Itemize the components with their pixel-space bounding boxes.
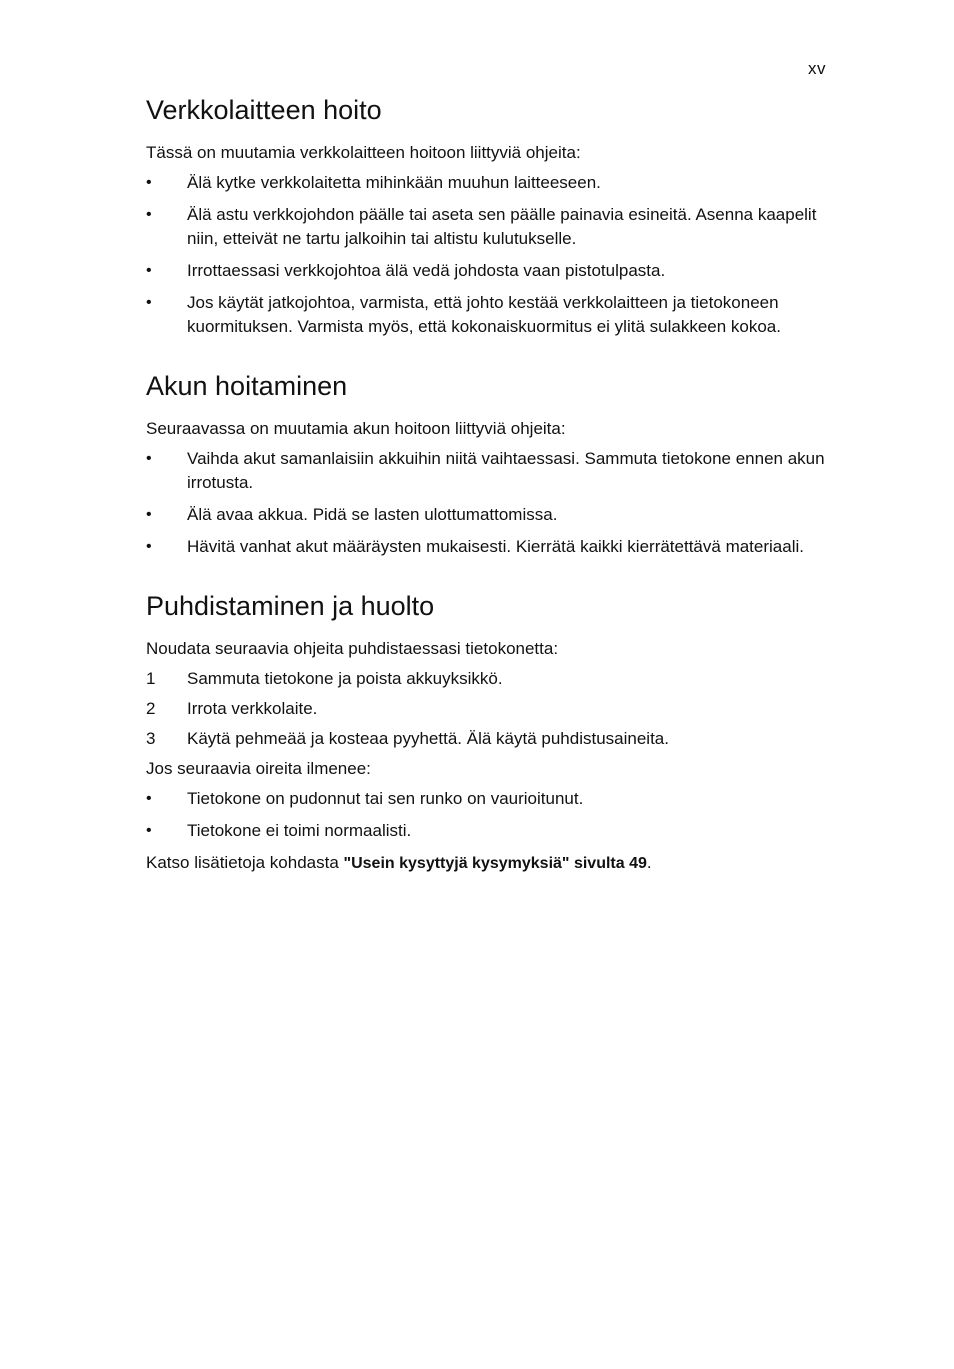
list-item — [146, 819, 836, 843]
section-intro: Noudata seuraavia ohjeita puhdistaessasi tietokonetta: — [146, 639, 559, 658]
list-item — [146, 787, 836, 811]
list-item-text: Käytä pehmeää ja kosteaa pyyhettä. Älä käytä puhdistusaineita. — [187, 729, 669, 748]
section-heading: Akun hoitaminen — [146, 371, 348, 401]
list-item-text: Tietokone on pudonnut tai sen runko on vaurioitunut. — [187, 789, 584, 808]
section-cleaning-and-service — [146, 588, 836, 876]
bullet-icon: • — [146, 538, 152, 555]
list-item — [146, 203, 836, 251]
section-intro: Tässä on muutamia verkkolaitteen hoitoon liittyviä ohjeita: — [146, 143, 581, 162]
list-item — [146, 727, 836, 751]
list-item — [146, 259, 836, 283]
list-item-text: Sammuta tietokone ja poista akkuyksikkö. — [187, 669, 503, 688]
bullet-icon: • — [146, 294, 152, 311]
symptoms-intro: Jos seuraavia oireita ilmenee: — [146, 759, 371, 778]
list-item-text: Irrottaessasi verkkojohtoa älä vedä johdosta vaan pistotulpasta. — [187, 261, 666, 280]
list-item-text: Irrota verkkolaite. — [187, 699, 318, 718]
list-item-text: Jos käytät jatkojohtoa, varmista, että johto kestää verkkolaitteen ja tietokoneen kuormituksen. Varmista myös, että kokonaiskuormitus ei ylitä sulakkeen kokoa. — [187, 293, 781, 336]
faq-cross-reference-link[interactable]: "Usein kysyttyjä kysymyksiä" sivulta 49 — [343, 855, 647, 872]
bullet-icon: • — [146, 450, 152, 467]
document-body — [146, 92, 836, 876]
bullet-icon: • — [146, 790, 152, 807]
step-number: 2 — [146, 699, 156, 718]
reference-prefix: Katso lisätietoja kohdasta — [146, 853, 344, 872]
bullet-icon: • — [146, 174, 152, 191]
bullet-icon: • — [146, 206, 152, 223]
reference-suffix: . — [646, 853, 652, 872]
list-item — [146, 697, 836, 721]
bullet-list — [146, 787, 836, 843]
list-item-text: Tietokone ei toimi normaalisti. — [187, 821, 412, 840]
bullet-icon: • — [146, 506, 152, 523]
list-item-text: Vaihda akut samanlaisiin akkuihin niitä vaihtaessasi. Sammuta tietokone ennen akun irrotusta. — [187, 449, 825, 492]
list-item-text: Älä kytke verkkolaitetta mihinkään muuhun laitteeseen. — [187, 173, 601, 192]
step-number: 1 — [146, 669, 156, 688]
page-number: xv — [808, 59, 826, 78]
bullet-icon: • — [146, 262, 152, 279]
list-item-text: Älä avaa akkua. Pidä se lasten ulottumattomissa. — [187, 505, 558, 524]
list-item — [146, 667, 836, 691]
list-item-text: Hävitä vanhat akut määräysten mukaisesti. Kierrätä kaikki kierrätettävä materiaali. — [187, 537, 804, 556]
section-heading: Verkkolaitteen hoito — [146, 95, 382, 125]
section-heading: Puhdistaminen ja huolto — [146, 591, 435, 621]
step-number: 3 — [146, 729, 156, 748]
section-power-adapter-care — [146, 92, 836, 339]
list-item — [146, 171, 836, 195]
bullet-list — [146, 171, 836, 339]
numbered-list — [146, 667, 836, 751]
reference-paragraph — [146, 851, 836, 876]
bullet-list — [146, 447, 836, 559]
list-item — [146, 503, 836, 527]
list-item — [146, 447, 836, 495]
section-battery-care — [146, 368, 836, 559]
list-item-text: Älä astu verkkojohdon päälle tai aseta sen päälle painavia esineitä. Asenna kaapelit niin, etteivät ne tartu jalkoihin tai altistu kulutukselle. — [187, 205, 817, 248]
bullet-icon: • — [146, 822, 152, 839]
list-item — [146, 535, 836, 559]
list-item — [146, 291, 836, 339]
section-intro: Seuraavassa on muutamia akun hoitoon liittyviä ohjeita: — [146, 419, 566, 438]
